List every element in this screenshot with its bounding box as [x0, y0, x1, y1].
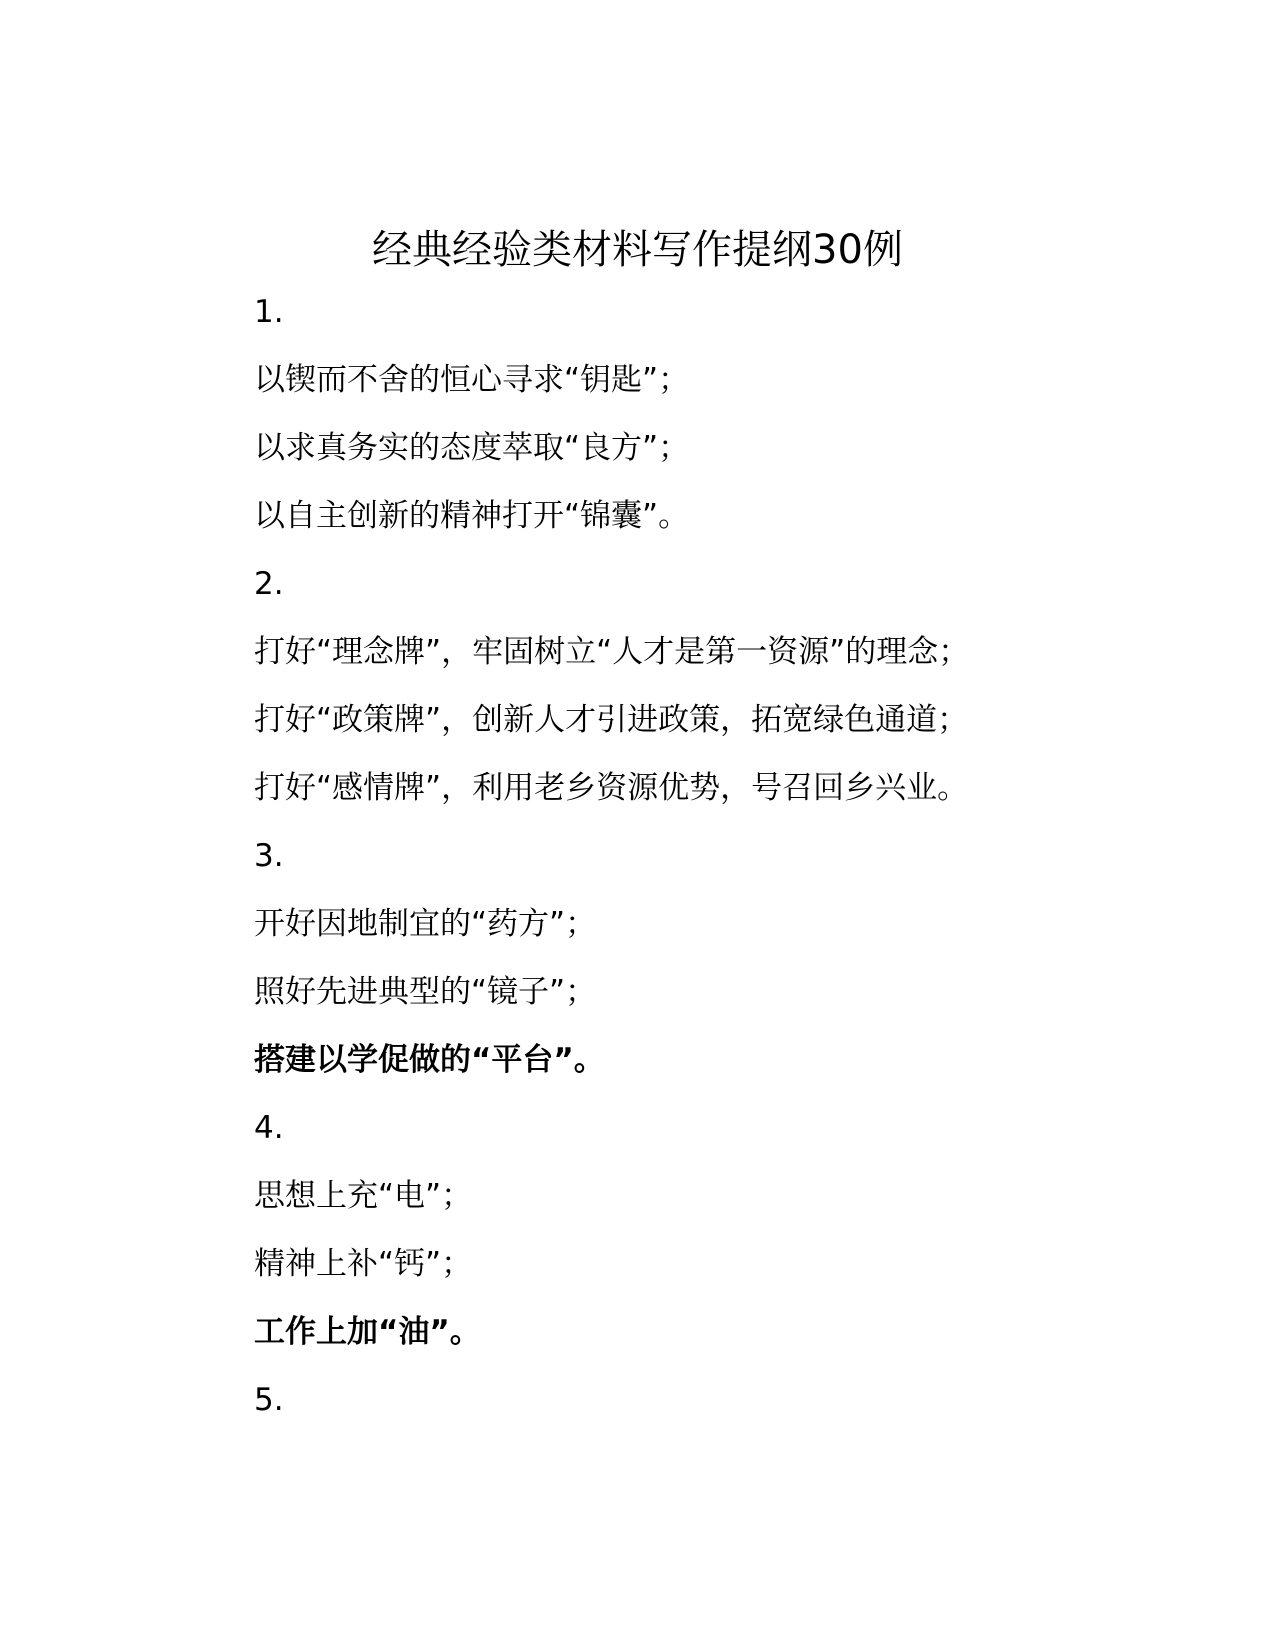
body-line: 以求真务实的态度萃取“良方”；	[254, 430, 690, 466]
section-number: 2.	[254, 566, 284, 602]
body-line: 工作上加“油”。	[254, 1314, 481, 1350]
body-line: 开好因地制宜的“药方”；	[254, 906, 597, 942]
section-number: 3.	[254, 838, 284, 874]
body-line: 以自主创新的精神打开“锦囊”。	[254, 498, 690, 534]
body-line: 思想上充“电”；	[254, 1178, 473, 1214]
section-number: 5.	[254, 1382, 284, 1418]
body-line: 搭建以学促做的“平台”。	[254, 1042, 605, 1078]
body-line: 打好“政策牌”，创新人才引进政策，拓宽绿色通道；	[254, 702, 969, 738]
body-line: 精神上补“钙”；	[254, 1246, 473, 1282]
section-number: 4.	[254, 1110, 284, 1146]
body-line: 以锲而不舍的恒心寻求“钥匙”；	[254, 362, 690, 398]
body-line: 打好“理念牌”，牢固树立“人才是第一资源”的理念；	[254, 634, 970, 670]
page-title: 经典经验类材料写作提纲30例	[372, 227, 903, 273]
body-line: 打好“感情牌”，利用老乡资源优势，号召回乡兴业。	[254, 770, 969, 806]
body-line: 照好先进典型的“镜子”；	[254, 974, 597, 1010]
section-number: 1.	[254, 294, 284, 330]
